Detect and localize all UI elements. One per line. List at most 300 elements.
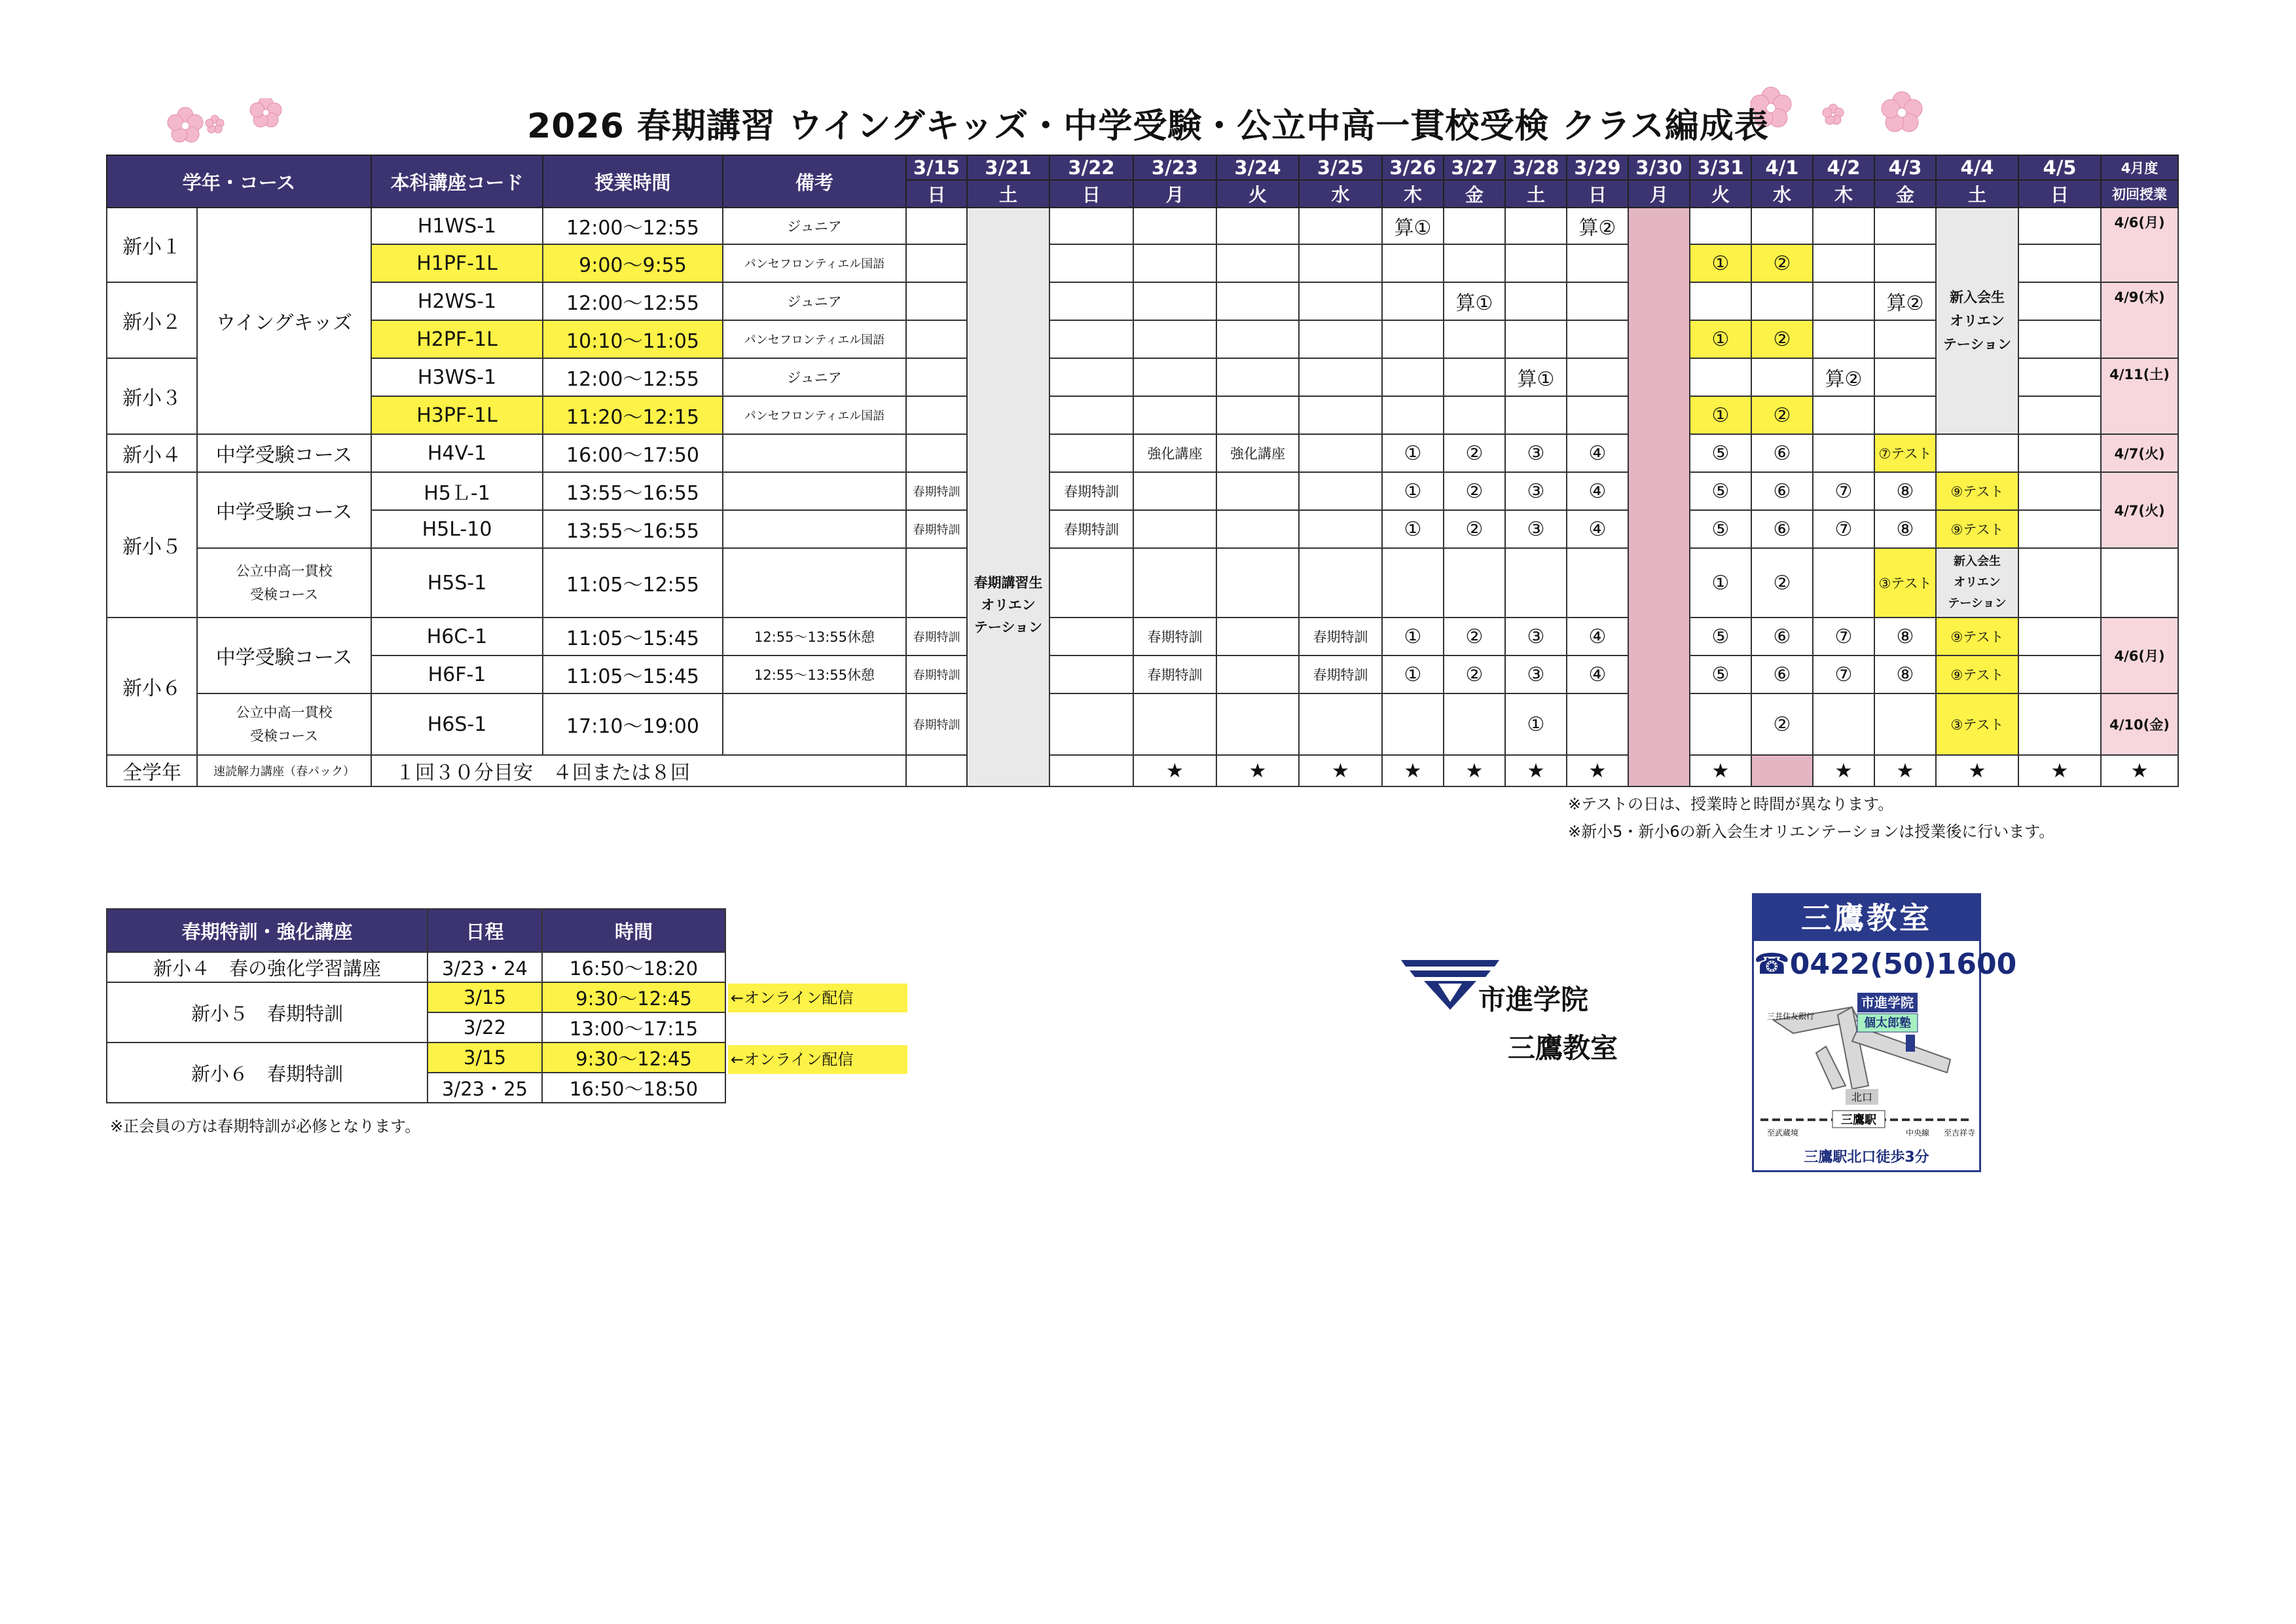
map-north-label: 北口 (1851, 1091, 1873, 1103)
new-member-text-2: オリエン (1954, 576, 2001, 589)
grade-label: 新小６ (107, 618, 197, 755)
schedule-cell (1382, 693, 1444, 755)
schedule-cell: ③テスト (1874, 548, 1936, 618)
course-note: パンセフロンティエル国語 (723, 320, 906, 358)
schedule-cell: 春期特訓 (1049, 510, 1133, 548)
schedule-cell (1382, 244, 1444, 282)
schedule-cell (1813, 282, 1874, 320)
star-mark: ★ (1936, 755, 2018, 786)
schedule-cell (1133, 208, 1216, 244)
schedule-cell (1690, 208, 1751, 244)
star-mark: ★ (1690, 755, 1751, 786)
schedule-cell (1133, 244, 1216, 282)
schedule-cell: ③ (1505, 618, 1567, 655)
header-date: 3/29 (1567, 155, 1628, 180)
schedule-cell: 強化講座 (1133, 434, 1216, 472)
schedule-cell: 算② (1874, 282, 1936, 320)
header-date: 4/2 (1813, 155, 1874, 180)
schedule-cell (1874, 396, 1936, 434)
note-orientation: ※新小5・新小6の新入会生オリエンテーションは授業後に行います。 (1568, 822, 2055, 841)
schedule-cell: ③ (1505, 655, 1567, 693)
course-detail: １回３０分目安 ４回または８回 (371, 755, 906, 786)
first-class-date: 4/6(月) (2101, 618, 2178, 693)
schedule-cell: ⑦ (1813, 472, 1874, 510)
schedule-cell (1299, 434, 1382, 472)
header-weekday: 火 (1690, 180, 1751, 208)
schedule-cell (1567, 244, 1628, 282)
course-label (197, 693, 371, 755)
header-weekday: 月 (1133, 180, 1216, 208)
schedule-cell: ② (1444, 510, 1505, 548)
schedule-cell: ① (1382, 510, 1444, 548)
schedule-cell: ① (1690, 320, 1751, 358)
schedule-cell: ⑥ (1751, 510, 1813, 548)
course-time: 13:55～16:55 (543, 510, 723, 548)
schedule-cell: ① (1382, 655, 1444, 693)
schedule-cell (1382, 320, 1444, 358)
schedule-cell (1567, 320, 1628, 358)
schedule-cell (1299, 396, 1382, 434)
course-label: 中学受験コース (197, 434, 371, 472)
course-code: H3PF-1L (371, 396, 543, 434)
schedule-cell (1049, 655, 1133, 693)
schedule-cell (1382, 548, 1444, 618)
schedule-cell: ⑧ (1874, 655, 1936, 693)
schedule-cell (1382, 282, 1444, 320)
course-label-line2: 受検コース (250, 587, 318, 602)
course-label-line1: 公立中高一貫校 (236, 705, 333, 720)
course-label: 速読解力講座（春パック） (197, 755, 371, 786)
schedule-cell (1874, 208, 1936, 244)
schedule-cell: ⑨テスト (1936, 472, 2018, 510)
classroom-map-card (1752, 893, 2017, 1172)
schedule-cell (2018, 618, 2101, 655)
course-code: H3WS-1 (371, 358, 543, 396)
header-date: 4/3 (1874, 155, 1936, 180)
schedule-cell (1299, 282, 1382, 320)
schedule-cell: ④ (1567, 618, 1628, 655)
header-date: 3/24 (1216, 155, 1299, 180)
schedule-cell: ⑦テスト (1874, 434, 1936, 472)
schedule-cell (2018, 396, 2101, 434)
sub-course-date: 3/23・25 (428, 1073, 542, 1103)
header-weekday: 土 (1505, 180, 1567, 208)
header-weekday: 水 (1751, 180, 1813, 208)
course-label: 中学受験コース (197, 472, 371, 548)
schedule-cell (906, 755, 967, 786)
orientation-cell (967, 208, 1049, 786)
course-note: ジュニア (723, 282, 906, 320)
new-member-text-2: オリエン (1950, 313, 2005, 329)
schedule-cell (1133, 548, 1216, 618)
header-date: 4/1 (1751, 155, 1813, 180)
schedule-cell (1299, 693, 1382, 755)
sub-header-date: 日程 (428, 909, 542, 952)
sub-course-date: 3/22 (428, 1012, 542, 1043)
sub-course-time: 9:30～12:45 (542, 982, 725, 1012)
map-station-label: 三鷹駅 (1841, 1113, 1876, 1127)
header-time: 授業時間 (543, 155, 723, 208)
schedule-cell (1216, 282, 1299, 320)
schedule-cell: ② (1751, 548, 1813, 618)
online-label: ←オンライン配信 (728, 1045, 907, 1074)
schedule-cell: 春期特訓 (1133, 618, 1216, 655)
sub-header-time: 時間 (542, 909, 725, 952)
schedule-cell (2018, 655, 2101, 693)
schedule-cell (2018, 358, 2101, 396)
schedule-cell (1216, 396, 1299, 434)
course-note: パンセフロンティエル国語 (723, 244, 906, 282)
header-date: 4/4 (1936, 155, 2018, 180)
schedule-cell: ② (1444, 472, 1505, 510)
header-weekday: 金 (1874, 180, 1936, 208)
sub-course-date: 3/15 (428, 1043, 542, 1073)
schedule-cell (1299, 208, 1382, 244)
schedule-cell (906, 282, 967, 320)
schedule-cell (1751, 358, 1813, 396)
schedule-cell: ⑥ (1751, 655, 1813, 693)
schedule-cell (906, 434, 967, 472)
schedule-cell: 算① (1444, 282, 1505, 320)
online-label: ←オンライン配信 (728, 984, 907, 1012)
schedule-cell (1874, 320, 1936, 358)
schedule-cell: ② (1444, 618, 1505, 655)
schedule-cell: ② (1751, 693, 1813, 755)
schedule-cell (1299, 244, 1382, 282)
header-date: 3/26 (1382, 155, 1444, 180)
schedule-cell (1567, 548, 1628, 618)
map-illustration-icon (1754, 981, 1979, 1138)
schedule-cell (1567, 396, 1628, 434)
header-weekday: 木 (1382, 180, 1444, 208)
schedule-cell: ② (1444, 434, 1505, 472)
schedule-cell (1216, 510, 1299, 548)
schedule-cell (906, 358, 967, 396)
header-weekday: 日 (1049, 180, 1133, 208)
schedule-cell (1049, 396, 1133, 434)
header-april-first: 4月度 (2101, 155, 2178, 180)
header-weekday: 火 (1216, 180, 1299, 208)
schedule-cell (1133, 472, 1216, 510)
map-school2-label: 個太郎塾 (1864, 1016, 1911, 1030)
schedule-cell (1567, 282, 1628, 320)
schedule-cell: ⑦ (1813, 618, 1874, 655)
holiday-cell (1751, 755, 1813, 786)
course-time: 12:00～12:55 (543, 358, 723, 396)
schedule-cell: ② (1444, 655, 1505, 693)
schedule-cell: 春期特訓 (906, 618, 967, 655)
schedule-cell (1505, 244, 1567, 282)
star-mark: ★ (1567, 755, 1628, 786)
schedule-cell: ① (1690, 244, 1751, 282)
course-time: 11:20～12:15 (543, 396, 723, 434)
course-code: H4V-1 (371, 434, 543, 472)
star-mark: ★ (1444, 755, 1505, 786)
schedule-cell: ① (1382, 434, 1444, 472)
schedule-cell: ② (1751, 244, 1813, 282)
map-line1-label: 至武蔵境 (1767, 1128, 1799, 1137)
schedule-cell (1874, 358, 1936, 396)
schedule-cell (1049, 244, 1133, 282)
grade-label: 新小１ (107, 208, 197, 282)
schedule-cell: ⑨テスト (1936, 655, 2018, 693)
orientation-text-2: オリエン (981, 597, 1036, 613)
star-mark: ★ (2101, 755, 2178, 786)
schedule-cell: 春期特訓 (1049, 472, 1133, 510)
schedule-cell (1049, 434, 1133, 472)
course-time: 10:10～11:05 (543, 320, 723, 358)
course-code: H6S-1 (371, 693, 543, 755)
schedule-cell (1505, 208, 1567, 244)
schedule-cell: ⑤ (1690, 655, 1751, 693)
header-date: 3/27 (1444, 155, 1505, 180)
schedule-cell (1049, 693, 1133, 755)
schedule-cell: ⑤ (1690, 510, 1751, 548)
header-code: 本科講座コード (371, 155, 543, 208)
class-schedule-table (106, 155, 2179, 787)
sub-header-course: 春期特訓・強化講座 (107, 909, 428, 952)
schedule-cell: ⑥ (1751, 618, 1813, 655)
course-time: 11:05～15:45 (543, 618, 723, 655)
schedule-cell (1133, 510, 1216, 548)
schedule-cell (1133, 320, 1216, 358)
schedule-cell (1690, 358, 1751, 396)
sub-course-time: 16:50～18:20 (542, 952, 725, 982)
schedule-cell (1299, 358, 1382, 396)
schedule-cell (1505, 396, 1567, 434)
grade-label: 新小２ (107, 282, 197, 358)
schedule-cell (1444, 693, 1505, 755)
course-note: ジュニア (723, 358, 906, 396)
schedule-cell (1133, 693, 1216, 755)
schedule-cell: ④ (1567, 434, 1628, 472)
sub-course-name: 新小６ 春期特訓 (107, 1043, 428, 1103)
schedule-cell (1567, 693, 1628, 755)
schedule-cell (1216, 208, 1299, 244)
grade-label: 新小３ (107, 358, 197, 434)
sub-course-name: 新小４ 春の強化学習講座 (107, 952, 428, 982)
course-label (197, 548, 371, 618)
schedule-cell (2018, 510, 2101, 548)
schedule-cell (1444, 548, 1505, 618)
schedule-cell: 春期特訓 (1299, 618, 1382, 655)
course-code: H6C-1 (371, 618, 543, 655)
schedule-cell: ⑧ (1874, 618, 1936, 655)
schedule-cell: ⑧ (1874, 510, 1936, 548)
schedule-cell (1813, 208, 1874, 244)
schedule-cell: ⑥ (1751, 434, 1813, 472)
schedule-cell (1216, 618, 1299, 655)
course-time: 13:55～16:55 (543, 472, 723, 510)
schedule-cell (1049, 320, 1133, 358)
schedule-cell (1690, 282, 1751, 320)
header-date: 3/30 (1628, 155, 1690, 180)
header-weekday: 土 (1936, 180, 2018, 208)
star-mark: ★ (1216, 755, 1299, 786)
schedule-cell (1382, 358, 1444, 396)
schedule-cell (1690, 693, 1751, 755)
schedule-cell: ⑤ (1690, 618, 1751, 655)
schedule-cell: ⑦ (1813, 510, 1874, 548)
star-mark: ★ (1133, 755, 1216, 786)
schedule-cell (1813, 434, 1874, 472)
schedule-cell: 春期特訓 (906, 472, 967, 510)
schedule-cell: ⑨テスト (1936, 510, 2018, 548)
header-weekday: 金 (1444, 180, 1505, 208)
sub-course-date: 3/23・24 (428, 952, 542, 982)
course-code: H1PF-1L (371, 244, 543, 282)
schedule-cell: ⑤ (1690, 434, 1751, 472)
schedule-cell: 算① (1382, 208, 1444, 244)
schedule-cell: 春期特訓 (1133, 655, 1216, 693)
schedule-cell (1216, 320, 1299, 358)
schedule-cell (1444, 396, 1505, 434)
header-weekday: 水 (1299, 180, 1382, 208)
course-time: 17:10～19:00 (543, 693, 723, 755)
star-mark: ★ (1299, 755, 1382, 786)
orientation-text-1: 春期講習生 (974, 575, 1043, 591)
course-code: H2WS-1 (371, 282, 543, 320)
course-note (723, 472, 906, 510)
course-code: H5Ｌ-1 (371, 472, 543, 510)
map-phone: ☎0422(50)1600 (1754, 948, 2017, 981)
star-mark: ★ (2018, 755, 2101, 786)
course-time: 16:00～17:50 (543, 434, 723, 472)
schedule-cell: 春期特訓 (906, 655, 967, 693)
course-label: 中学受験コース (197, 618, 371, 693)
schedule-cell: ⑥ (1751, 472, 1813, 510)
schedule-cell (2018, 208, 2101, 244)
schedule-cell (1567, 358, 1628, 396)
course-note (723, 548, 906, 618)
header-weekday: 日 (906, 180, 967, 208)
course-note (723, 510, 906, 548)
schedule-cell (1505, 282, 1567, 320)
header-date: 3/21 (967, 155, 1049, 180)
header-date: 3/31 (1690, 155, 1751, 180)
course-note: 12:55～13:55休憩 (723, 618, 906, 655)
schedule-cell (1444, 358, 1505, 396)
schedule-cell: ⑧ (1874, 472, 1936, 510)
sub-course-time: 13:00～17:15 (542, 1012, 725, 1043)
schedule-cell (906, 396, 967, 434)
map-line3-label: 至吉祥寺 (1944, 1128, 1976, 1137)
schedule-cell (1049, 358, 1133, 396)
schedule-cell (906, 208, 967, 244)
schedule-cell (2018, 320, 2101, 358)
brand-name: 市進学院 (1478, 984, 1589, 1016)
star-mark: ★ (1505, 755, 1567, 786)
schedule-cell: 算② (1813, 358, 1874, 396)
course-time: 12:00～12:55 (543, 208, 723, 244)
holiday-column (1628, 208, 1690, 786)
schedule-cell (1813, 244, 1874, 282)
schedule-cell: 強化講座 (1216, 434, 1299, 472)
sub-course-date: 3/15 (428, 982, 542, 1012)
course-time: 12:00～12:55 (543, 282, 723, 320)
schedule-cell (1216, 693, 1299, 755)
schedule-cell (1751, 208, 1813, 244)
note-mandatory: ※正会員の方は春期特訓が必修となります。 (110, 1117, 421, 1135)
schedule-cell: ① (1382, 472, 1444, 510)
orientation-text-3: テーション (974, 619, 1043, 635)
header-note: 備考 (723, 155, 906, 208)
schedule-cell (1813, 396, 1874, 434)
schedule-cell (1444, 320, 1505, 358)
schedule-cell: ⑤ (1690, 472, 1751, 510)
schedule-cell (1133, 396, 1216, 434)
header-date: 3/25 (1299, 155, 1382, 180)
course-code: H5L-10 (371, 510, 543, 548)
schedule-cell (1936, 434, 2018, 472)
course-note (723, 693, 906, 755)
schedule-cell: 春期特訓 (906, 693, 967, 755)
schedule-cell (1444, 208, 1505, 244)
schedule-cell: ① (1690, 396, 1751, 434)
new-member-text-1: 新入会生 (1954, 555, 2001, 568)
first-class-date: 4/9(木) (2101, 282, 2178, 358)
schedule-cell (2018, 693, 2101, 755)
schedule-cell (2018, 548, 2101, 618)
schedule-cell (1813, 320, 1874, 358)
schedule-cell (1299, 320, 1382, 358)
first-class-date: 4/6(月) (2101, 208, 2178, 282)
schedule-cell: ① (1690, 548, 1751, 618)
sub-course-time: 9:30～12:45 (542, 1043, 725, 1073)
schedule-cell (1382, 396, 1444, 434)
map-school-label: 市進学院 (1861, 995, 1914, 1010)
first-class-date: 4/10(金) (2101, 693, 2178, 755)
grade-label: 全学年 (107, 755, 197, 786)
first-class-date: 4/7(火) (2101, 472, 2178, 548)
header-grade-course: 学年・コース (107, 155, 371, 208)
schedule-cell: ⑨テスト (1936, 618, 2018, 655)
course-label-line1: 公立中高一貫校 (236, 563, 333, 579)
course-note (723, 434, 906, 472)
grade-label: 新小５ (107, 472, 197, 618)
sub-course-time: 16:50～18:50 (542, 1073, 725, 1103)
first-class-date (2101, 548, 2178, 618)
schedule-cell: 春期特訓 (906, 510, 967, 548)
schedule-cell: ② (1751, 320, 1813, 358)
header-april-first-2: 初回授業 (2101, 180, 2178, 208)
new-member-text-3: テーション (1942, 337, 2012, 352)
schedule-cell: ③ (1505, 510, 1567, 548)
schedule-cell: ① (1382, 618, 1444, 655)
schedule-cell (1505, 548, 1567, 618)
course-time: 11:05～12:55 (543, 548, 723, 618)
schedule-cell (1216, 358, 1299, 396)
header-date: 3/22 (1049, 155, 1133, 180)
page-title: 2026 春期講習 ウイングキッズ・中学受験・公立中高一貫校受検 クラス編成表 (527, 107, 1769, 146)
new-member-text-1: 新入会生 (1950, 289, 2005, 305)
course-note: ジュニア (723, 208, 906, 244)
schedule-cell: 算① (1505, 358, 1567, 396)
brand-classroom: 三鷹教室 (1508, 1032, 1618, 1064)
course-code: H2PF-1L (371, 320, 543, 358)
schedule-cell: ④ (1567, 655, 1628, 693)
header-date: 4/5 (2018, 155, 2101, 180)
schedule-cell: ② (1751, 396, 1813, 434)
note-test-day: ※テストの日は、授業時と時間が異なります。 (1568, 795, 1894, 813)
schedule-cell (1813, 693, 1874, 755)
schedule-cell (1133, 358, 1216, 396)
schedule-cell: ④ (1567, 510, 1628, 548)
schedule-cell (1049, 618, 1133, 655)
course-note: 12:55～13:55休憩 (723, 655, 906, 693)
sub-course-name: 新小５ 春期特訓 (107, 982, 428, 1043)
schedule-cell (1444, 244, 1505, 282)
